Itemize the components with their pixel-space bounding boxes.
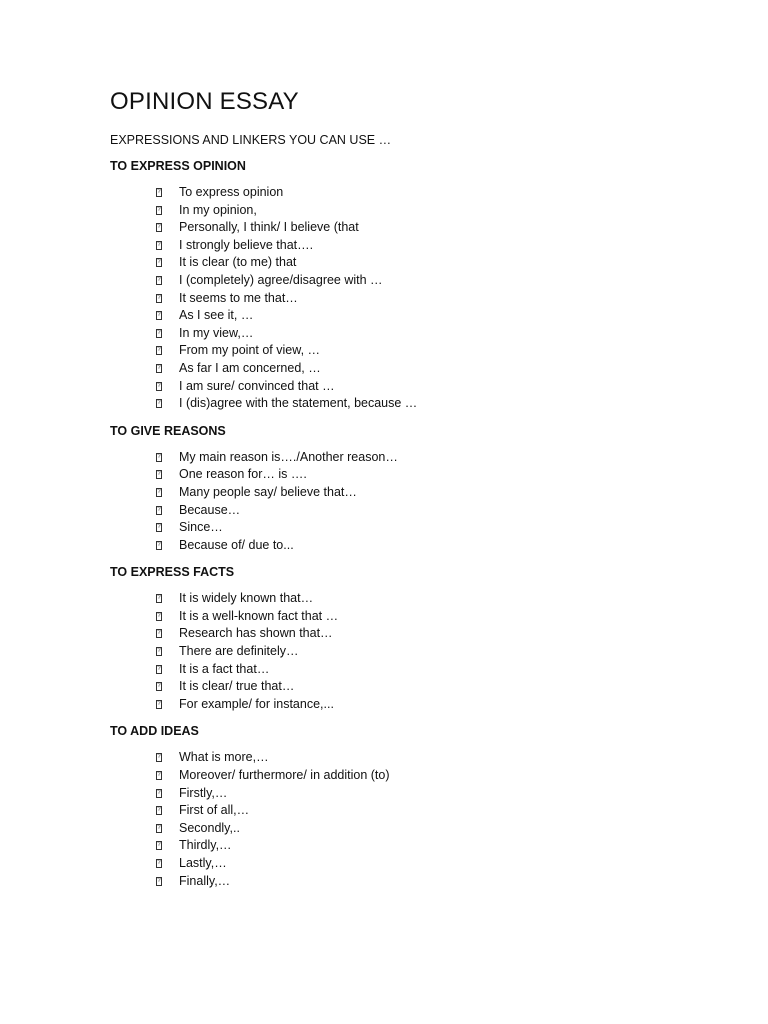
list-item: [154, 837, 730, 855]
bullet-icon: [156, 771, 162, 780]
section: [110, 723, 730, 890]
bullet-icon: [156, 647, 162, 656]
list-item: [154, 219, 730, 237]
bullet-icon: [156, 223, 162, 232]
list-item-text: Because of/ due to...: [179, 537, 294, 552]
section: [110, 423, 730, 555]
list-item-text: Since…: [179, 520, 223, 535]
list-item: [154, 360, 730, 378]
list-item: [154, 767, 730, 785]
list-item-text: It is widely known that…: [179, 591, 314, 606]
bullet-icon: [156, 629, 162, 638]
page-subtitle: EXPRESSIONS AND LINKERS YOU CAN USE …: [110, 133, 392, 147]
list-item-text: For example/ for instance,...: [179, 696, 334, 711]
list-item: [154, 290, 730, 308]
list-item: [154, 378, 730, 396]
list-item-text: It is a well-known fact that …: [179, 608, 339, 623]
list-item: [154, 237, 730, 255]
list-item-text: Lastly,…: [179, 856, 227, 870]
bullet-icon: [156, 276, 162, 285]
list-item-text: In my view,…: [179, 325, 254, 340]
bullet-icon: [156, 665, 162, 674]
bullet-icon: [156, 258, 162, 267]
list-item: [154, 202, 730, 220]
bullet-icon: [156, 859, 162, 868]
section-heading: TO GIVE REASONS: [110, 423, 226, 438]
list-item-text: From my point of view, …: [179, 343, 321, 358]
list-item: [154, 855, 730, 873]
bullet-icon: [156, 877, 162, 886]
list-item: [154, 820, 730, 838]
list-item: [154, 608, 730, 626]
bullet-icon: [156, 311, 162, 320]
list-item: [154, 502, 730, 520]
bullet-icon: [156, 453, 162, 462]
bullet-icon: [156, 382, 162, 391]
bullet-icon: [156, 399, 162, 408]
bullet-icon: [156, 206, 162, 215]
list-item: [154, 484, 730, 502]
bullet-icon: [156, 506, 162, 515]
bullet-icon: [156, 841, 162, 850]
bullet-icon: [156, 612, 162, 621]
list-item: [154, 254, 730, 272]
list-item: [154, 625, 730, 643]
list-item-text: I am sure/ convinced that …: [179, 378, 335, 393]
section: [110, 158, 730, 413]
list-item-text: To express opinion: [179, 185, 284, 199]
bullet-icon: [156, 346, 162, 355]
list-item: [154, 678, 730, 696]
expression-list: [110, 184, 730, 413]
section-heading: TO ADD IDEAS: [110, 724, 199, 739]
list-item-text: Thirdly,…: [179, 838, 232, 853]
expression-list: [110, 449, 730, 555]
sections-container: [110, 158, 730, 890]
page-title: OPINION ESSAY: [110, 88, 299, 115]
bullet-icon: [156, 594, 162, 603]
bullet-icon: [156, 188, 162, 197]
list-item: [154, 785, 730, 803]
list-item-text: Personally, I think/ I believe (that: [179, 220, 359, 235]
bullet-icon: [156, 806, 162, 815]
list-item: [154, 749, 730, 767]
list-item-text: As far I am concerned, …: [179, 360, 321, 375]
document-page: [110, 86, 730, 890]
list-item: [154, 643, 730, 661]
bullet-icon: [156, 364, 162, 373]
list-item-text: What is more,…: [179, 750, 269, 765]
list-item-text: I (completely) agree/disagree with …: [179, 272, 383, 287]
list-item: [154, 466, 730, 484]
section: [110, 564, 730, 713]
list-item-text: As I see it, …: [179, 308, 254, 323]
list-item: [154, 696, 730, 714]
list-item-text: My main reason is…./Another reason…: [179, 449, 398, 464]
list-item: [154, 661, 730, 679]
list-item: [154, 873, 730, 891]
list-item-text: It is clear/ true that…: [179, 679, 295, 694]
list-item-text: Because…: [179, 502, 241, 517]
list-item: [154, 537, 730, 555]
bullet-icon: [156, 523, 162, 532]
bullet-icon: [156, 789, 162, 798]
bullet-icon: [156, 329, 162, 338]
list-item: [154, 342, 730, 360]
list-item-text: Many people say/ believe that…: [179, 484, 357, 499]
bullet-icon: [156, 541, 162, 550]
list-item: [154, 395, 730, 413]
list-item-text: I (dis)agree with the statement, because …: [179, 396, 418, 411]
list-item: [154, 307, 730, 325]
list-item: [154, 449, 730, 467]
list-item-text: One reason for… is ….: [179, 467, 307, 482]
bullet-icon: [156, 682, 162, 691]
expression-list: [110, 749, 730, 890]
bullet-icon: [156, 294, 162, 303]
bullet-icon: [156, 488, 162, 497]
bullet-icon: [156, 241, 162, 250]
list-item-text: There are definitely…: [179, 644, 299, 659]
list-item: [154, 272, 730, 290]
section-heading: TO EXPRESS FACTS: [110, 565, 235, 580]
list-item-text: I strongly believe that….: [179, 237, 314, 252]
list-item: [154, 325, 730, 343]
list-item-text: In my opinion,: [179, 202, 257, 217]
list-item-text: It is clear (to me) that: [179, 255, 297, 270]
bullet-icon: [156, 753, 162, 762]
list-item: [154, 802, 730, 820]
bullet-icon: [156, 470, 162, 479]
list-item-text: Secondly,..: [179, 820, 240, 835]
list-item-text: Research has shown that…: [179, 626, 333, 641]
bullet-icon: [156, 700, 162, 709]
expression-list: [110, 590, 730, 713]
list-item-text: It seems to me that…: [179, 290, 298, 305]
list-item-text: Finally,…: [179, 873, 231, 888]
list-item-text: Firstly,…: [179, 785, 228, 800]
list-item-text: Moreover/ furthermore/ in addition (to): [179, 768, 390, 783]
list-item-text: First of all,…: [179, 803, 250, 818]
list-item: [154, 590, 730, 608]
bullet-icon: [156, 824, 162, 833]
list-item: [154, 519, 730, 537]
list-item-text: It is a fact that…: [179, 661, 270, 676]
list-item: [154, 184, 730, 202]
section-heading: TO EXPRESS OPINION: [110, 159, 246, 173]
